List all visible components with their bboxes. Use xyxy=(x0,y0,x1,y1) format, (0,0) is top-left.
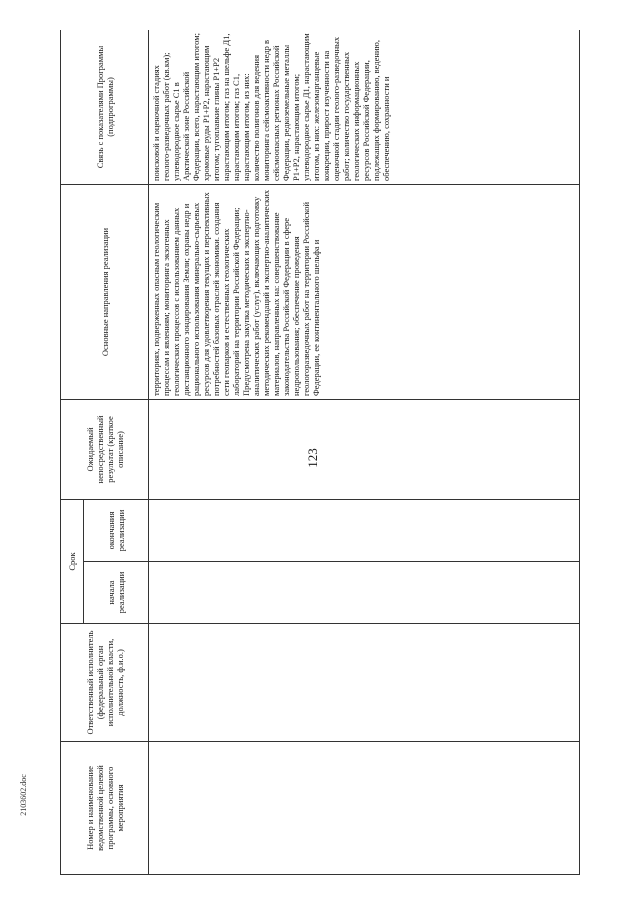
header-main-directions: Основные направления реализации xyxy=(61,185,149,400)
cell-responsible xyxy=(149,624,580,742)
cell-term-end xyxy=(149,500,580,562)
header-expected-result: Ожидаемый непосредственный результат (краткое описание) xyxy=(61,400,149,500)
cell-expected-result xyxy=(149,400,580,500)
header-program-number: Номер и наименование ведомственной целевой программы, основного мероприятия xyxy=(61,742,149,875)
header-term-end: окончания реализации xyxy=(84,500,149,562)
header-term-start: начала реализации xyxy=(84,562,149,624)
header-term: Срок xyxy=(61,500,84,624)
cell-main-directions: территориях, подверженных опасным геологическим процессам и явлениям; мониторинга экзогенных геологических процессов с использованием данных дистанционного зондирования Земли; охраны недр и рационального использования минерально-сырьевых ресурсов для удовлетворения текущих и перспективных потребностей базовых отраслей экономики. создания сети геопарков и естественных геологических лабораторий на территории Российской Федерации; Предусмотрена закупка методических и экспертно-аналитических работ (услуг), включающих подготовку методических рекомендаций и экспертно-аналитических материалов, направленных на: совершенствование законодательства Российской Федерации в сфере недропользования; обеспечение проведения геологоразведочных работ на территории Российской Федерации, ее континентального шельфа и xyxy=(149,185,580,400)
program-table xyxy=(60,30,580,875)
cell-program-number xyxy=(149,742,580,875)
document-filename: 2103602.doc xyxy=(19,774,28,816)
page-number: 123 xyxy=(305,448,320,468)
table-frame xyxy=(60,30,580,875)
header-indicators-link: Связь с показателями Программы (подпрограммы) xyxy=(61,30,149,185)
table-rotated xyxy=(60,30,580,875)
cell-indicators-link: поисковой и оценочной стадиях геолого-разведочных работ (кв.км); углеводородное сырье С1 в Арктической зоне Российской Федерации, всего, нарастающим итогом; хромовые руды Р1+Р2, нарастающим итогом; тугоплавкие глины Р1+Р2 нарастающим итогом; газ на шельфе Д1, нарастающим итогом; газ С1, нарастающим итогом, из них: количество полигонов для ведения мониторинга сейсмоактивности недр в сейсмоопасных регионах Российской Федерации, редкоземельные металлы Р1+Р2, нарастающим итогом; углеводородное сырье Д1, нарастающим итогом, из них: железомарганцевые конкреции, прирост изученности на оценочной стадии геолого-разведочных работ; количество государственных геологических информационных ресурсов Российской Федерации, подлежащих формированию, ведению, обеспечению, сохранности и xyxy=(149,30,580,185)
cell-term-start xyxy=(149,562,580,624)
header-responsible: Ответственный исполнитель (федеральный орган исполнительной власти, должность, ф.и.о.) xyxy=(61,624,149,742)
